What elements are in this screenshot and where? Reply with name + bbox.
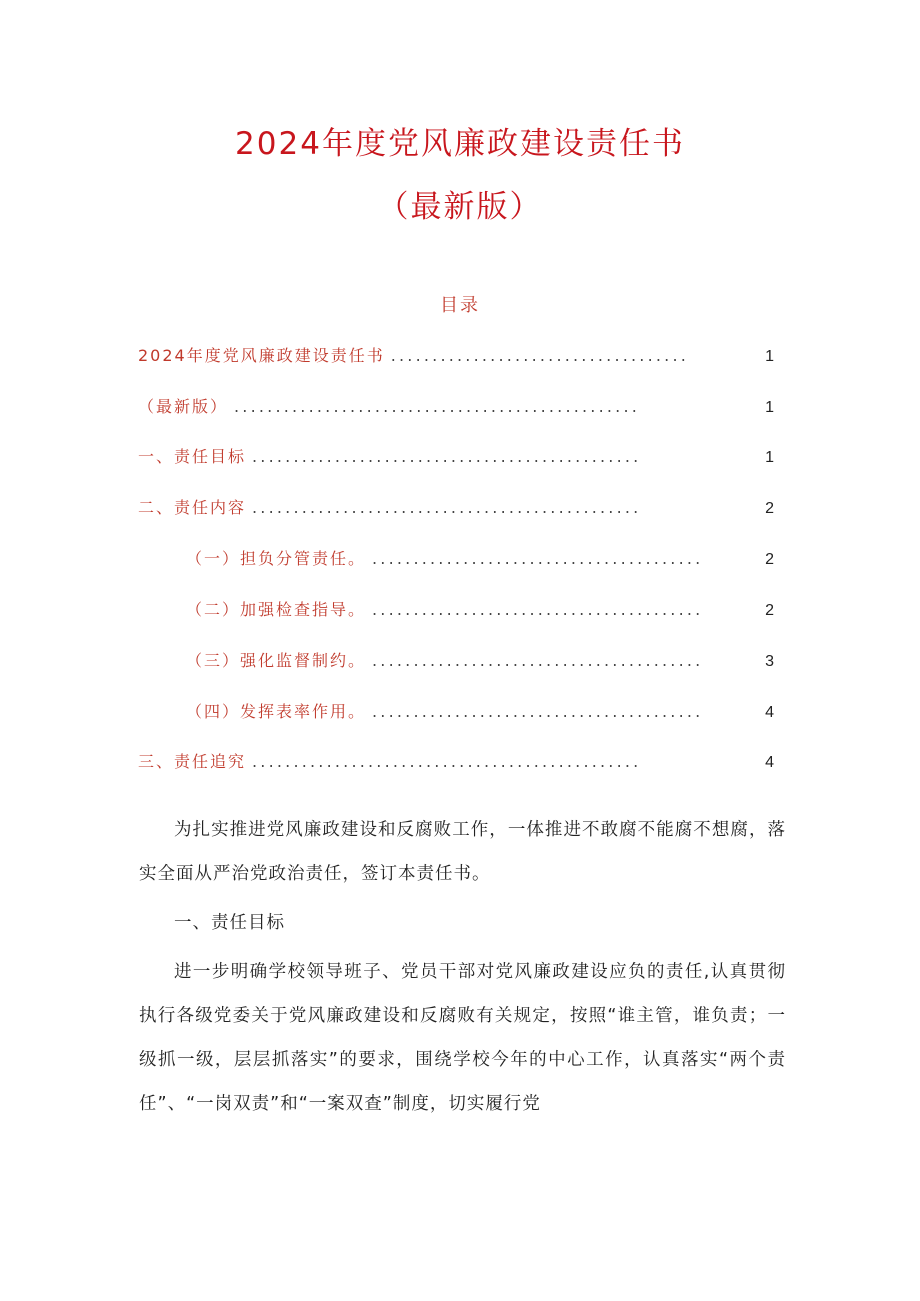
toc-leader-dots: ........................................ bbox=[372, 651, 704, 670]
document-subtitle: （最新版） bbox=[377, 189, 543, 225]
toc-page-number: 1 bbox=[765, 399, 774, 416]
toc-leader-dots: ........................................ bbox=[372, 549, 704, 568]
toc-entry-section-3[interactable] bbox=[138, 749, 774, 771]
toc-entry-label: 二、责任内容 bbox=[138, 498, 247, 517]
toc-leader-dots: ............................................... bbox=[252, 498, 642, 517]
toc-page-number: 2 bbox=[765, 551, 774, 568]
toc-entry-label: （三）强化监督制约。 bbox=[186, 651, 367, 670]
toc-entry-subsection-4[interactable] bbox=[186, 699, 774, 721]
toc-page-number: 3 bbox=[765, 653, 774, 670]
section-heading-responsibility-goals: 一、责任目标 bbox=[174, 913, 285, 933]
toc-entry-section-1[interactable] bbox=[138, 444, 774, 466]
toc-page-number: 2 bbox=[765, 602, 774, 619]
toc-leader-dots: ........................................ bbox=[372, 600, 704, 619]
toc-page-number: 2 bbox=[765, 500, 774, 517]
toc-leader-dots: .................................... bbox=[390, 346, 690, 365]
toc-entry-label: 三、责任追究 bbox=[138, 752, 247, 771]
toc-entry-label: 2024年度党风廉政建设责任书 bbox=[138, 346, 385, 365]
toc-leader-dots: ................................................. bbox=[234, 397, 641, 416]
toc-page-number: 1 bbox=[765, 348, 774, 365]
body-paragraph: 进一步明确学校领导班子、党员干部对党风廉政建设应负的责任,认真贯彻执行各级党委关于党风廉政建设和反腐败有关规定，按照“谁主管，谁负责；一级抓一级，层层抓落实”的要求，围绕学校今年的中心工作，认真落实“两个责任”、“一岗双责”和“一案双查”制度，切实履行党 bbox=[139, 962, 786, 1114]
toc-leader-dots: ............................................... bbox=[252, 447, 642, 466]
toc-entry-label: （二）加强检查指导。 bbox=[186, 600, 367, 619]
toc-entry-label: （四）发挥表率作用。 bbox=[186, 702, 367, 721]
toc-entry-subsection-1[interactable] bbox=[186, 546, 774, 568]
toc-entry-title[interactable] bbox=[138, 343, 774, 365]
toc-page-number: 4 bbox=[765, 704, 774, 721]
toc-entry-label: （一）担负分管责任。 bbox=[186, 549, 367, 568]
toc-page-number: 1 bbox=[765, 449, 774, 466]
document-title: 2024年度党风廉政建设责任书 bbox=[235, 126, 685, 162]
toc-leader-dots: ........................................ bbox=[372, 702, 704, 721]
toc-leader-dots: ............................................... bbox=[252, 752, 642, 771]
toc-entry-label: （最新版） bbox=[138, 397, 229, 416]
toc-page-number: 4 bbox=[765, 754, 774, 771]
toc-entry-subsection-3[interactable] bbox=[186, 648, 774, 670]
intro-paragraph: 为扎实推进党风廉政建设和反腐败工作，一体推进不敢腐不能腐不想腐，落实全面从严治党政治责任，签订本责任书。 bbox=[139, 820, 786, 884]
toc-entry-label: 一、责任目标 bbox=[138, 447, 247, 466]
toc-entry-subtitle[interactable] bbox=[138, 394, 774, 416]
toc-entry-subsection-2[interactable] bbox=[186, 597, 774, 619]
toc-entry-section-2[interactable] bbox=[138, 495, 774, 517]
toc-heading: 目录 bbox=[440, 295, 480, 316]
